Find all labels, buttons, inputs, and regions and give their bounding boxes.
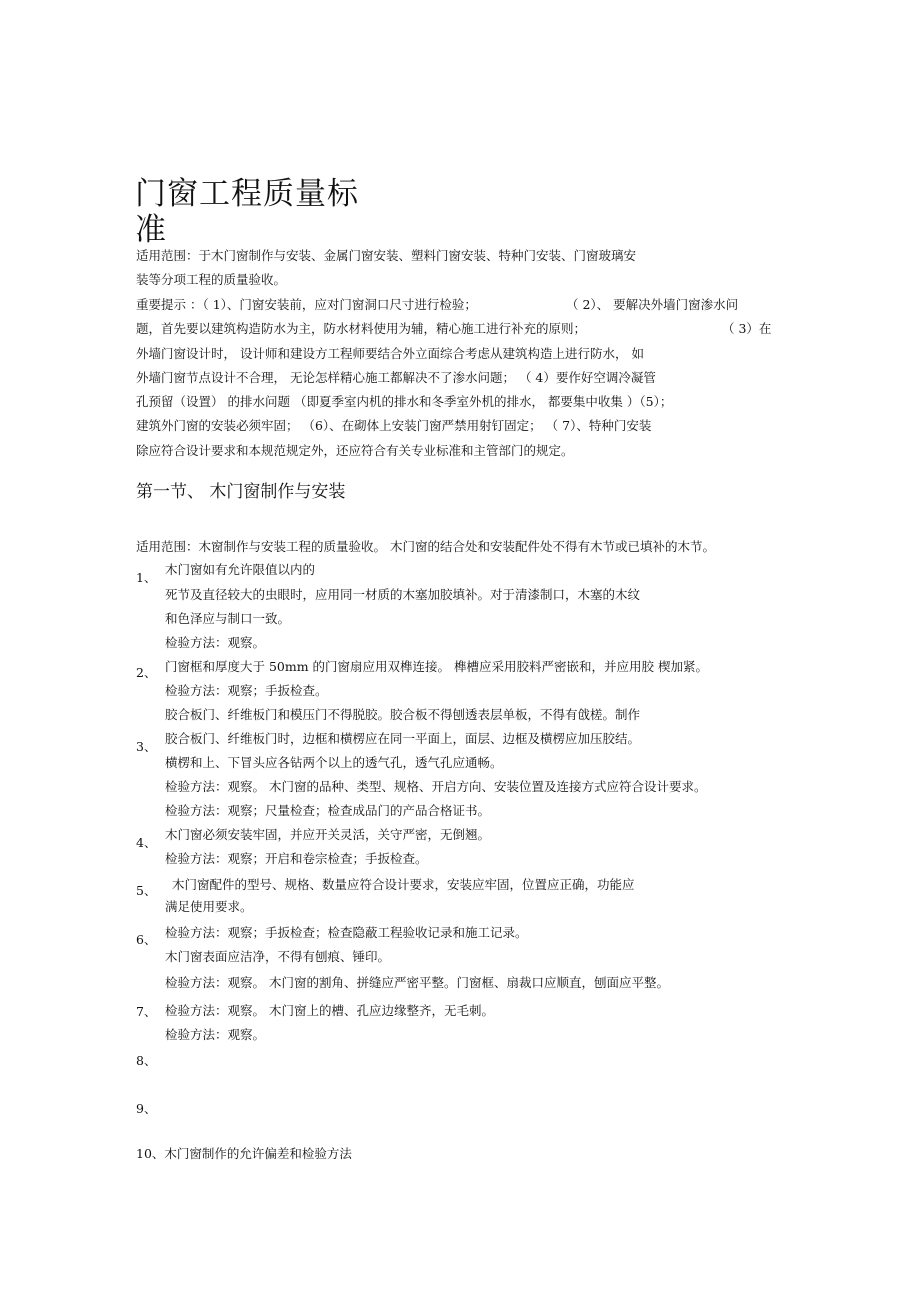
body-line: 检验方法：观察。 — [165, 1027, 266, 1042]
body-line: 检验方法：观察；开启和卷宗检查；手扳检查。 — [165, 851, 428, 866]
scope-line-1: 适用范围：于木门窗制作与安装、金属门窗安装、塑料门窗安装、特种门安装、门窗玻璃安 — [136, 248, 637, 263]
item-number: 2、 — [136, 665, 157, 680]
body-line: 木门窗配件的型号、规格、数量应符合设计要求，安装应牢固，位置应正确，功能应 — [172, 877, 635, 892]
tips-line-2b: （ 3）在 — [722, 321, 772, 336]
item-number: 3、 — [136, 739, 157, 754]
body-line: 木门窗必须安装牢固，并应开关灵活，关守严密，无倒翘。 — [165, 827, 491, 842]
page-title: 门窗工程质量标 — [135, 176, 359, 212]
item-number: 5、 — [136, 883, 157, 898]
scope-line-2: 装等分项工程的质量验收。 — [136, 272, 287, 287]
item-number: 7、 — [136, 1004, 157, 1019]
body-line: 木门窗如有允许限值以内的 — [165, 562, 316, 577]
tips-line-6: 建筑外门窗的安装必须牢固； （6）、在砌体上安装门窗严禁用射钉固定； （ 7）、特种门安装 — [136, 418, 652, 433]
section-title: 第一节、 木门窗制作与安装 — [136, 482, 346, 502]
body-line: 胶合板门、纤维板门时，边框和横楞应在同一平面上，面层、边框及横楞应加压胶结。 — [165, 731, 641, 746]
body-line: 检验方法：观察；尺量检查；检查成品门的产品合格证书。 — [165, 803, 491, 818]
tips-line-1a: 重要提示 ：（ 1）、门窗安装前，应对门窗洞口尺寸进行检验； — [136, 297, 477, 312]
body-line: 检验方法：观察；手扳检查。 — [165, 683, 328, 698]
item-number: 8、 — [136, 1053, 157, 1068]
body-line: 满足使用要求。 — [165, 899, 253, 914]
item-number: 6、 — [136, 932, 157, 947]
item-number: 1、 — [136, 570, 157, 585]
tips-line-3: 外墙门窗设计时， 设计师和建设方工程师要结合外立面综合考虑从建筑构造上进行防水， 如 — [136, 346, 644, 361]
tips-line-4: 外墙门窗节点设计不合理， 无论怎样精心施工都解决不了渗水问题； （ 4）要作好空调冷凝管 — [136, 370, 656, 385]
section-scope: 适用范围：木窗制作与安装工程的质量验收。 木门窗的结合处和安装配件处不得有木节或已填补的木节。 — [136, 539, 715, 554]
tips-line-5: 孔预留（设置） 的排水问题 （即夏季室内机的排水和冬季室外机的排水， 都要集中收集 ）（5）； — [136, 394, 673, 409]
item-number: 9、 — [136, 1101, 157, 1116]
tips-line-7: 除应符合设计要求和本规范规定外，还应符合有关专业标准和主管部门的规定。 — [136, 443, 574, 458]
body-line: 检验方法：观察。 — [165, 635, 266, 650]
body-line: 胶合板门、纤维板门和模压门不得脱胶。胶合板不得刨透表层单板，不得有戗槎。制作 — [165, 707, 641, 722]
body-line: 木门窗表面应洁净，不得有刨痕、锤印。 — [165, 949, 391, 964]
body-line: 检验方法：观察；手扳检查；检查隐蔽工程验收记录和施工记录。 — [165, 925, 528, 940]
body-line: 门窗框和厚度大于 50mm 的门窗扇应用双榫连接。 榫槽应采用胶料严密嵌和，并应用胶 楔加紧。 — [165, 659, 709, 674]
item-number: 10、木门窗制作的允许偏差和检验方法 — [136, 1146, 352, 1161]
body-line: 横楞和上、下冒头应各钻两个以上的透气孔，透气孔应通畅。 — [165, 755, 503, 770]
body-line: 检验方法：观察。 木门窗上的槽、孔应边缘整齐，无毛刺。 — [165, 1003, 494, 1018]
item-number: 4、 — [136, 835, 157, 850]
body-line: 检验方法：观察。 木门窗的割角、拼缝应严密平整。门窗框、扇裁口应顺直，刨面应平整。 — [165, 975, 669, 990]
body-line: 检验方法：观察。 木门窗的品种、类型、规格、开启方向、安装位置及连接方式应符合设计要求。 — [165, 779, 707, 794]
tips-line-1b: （ 2）、 要解决外墙门窗渗水问 — [566, 297, 739, 312]
tips-line-2a: 题，首先要以建筑构造防水为主，防水材料使用为辅，精心施工进行补充的原则； — [136, 321, 587, 336]
body-line: 和色泽应与制口一致。 — [165, 611, 291, 626]
page-title-continued: 准 — [135, 212, 167, 248]
body-line: 死节及直径较大的虫眼时，应用同一材质的木塞加胶填补。对于清漆制口，木塞的木纹 — [165, 587, 641, 602]
